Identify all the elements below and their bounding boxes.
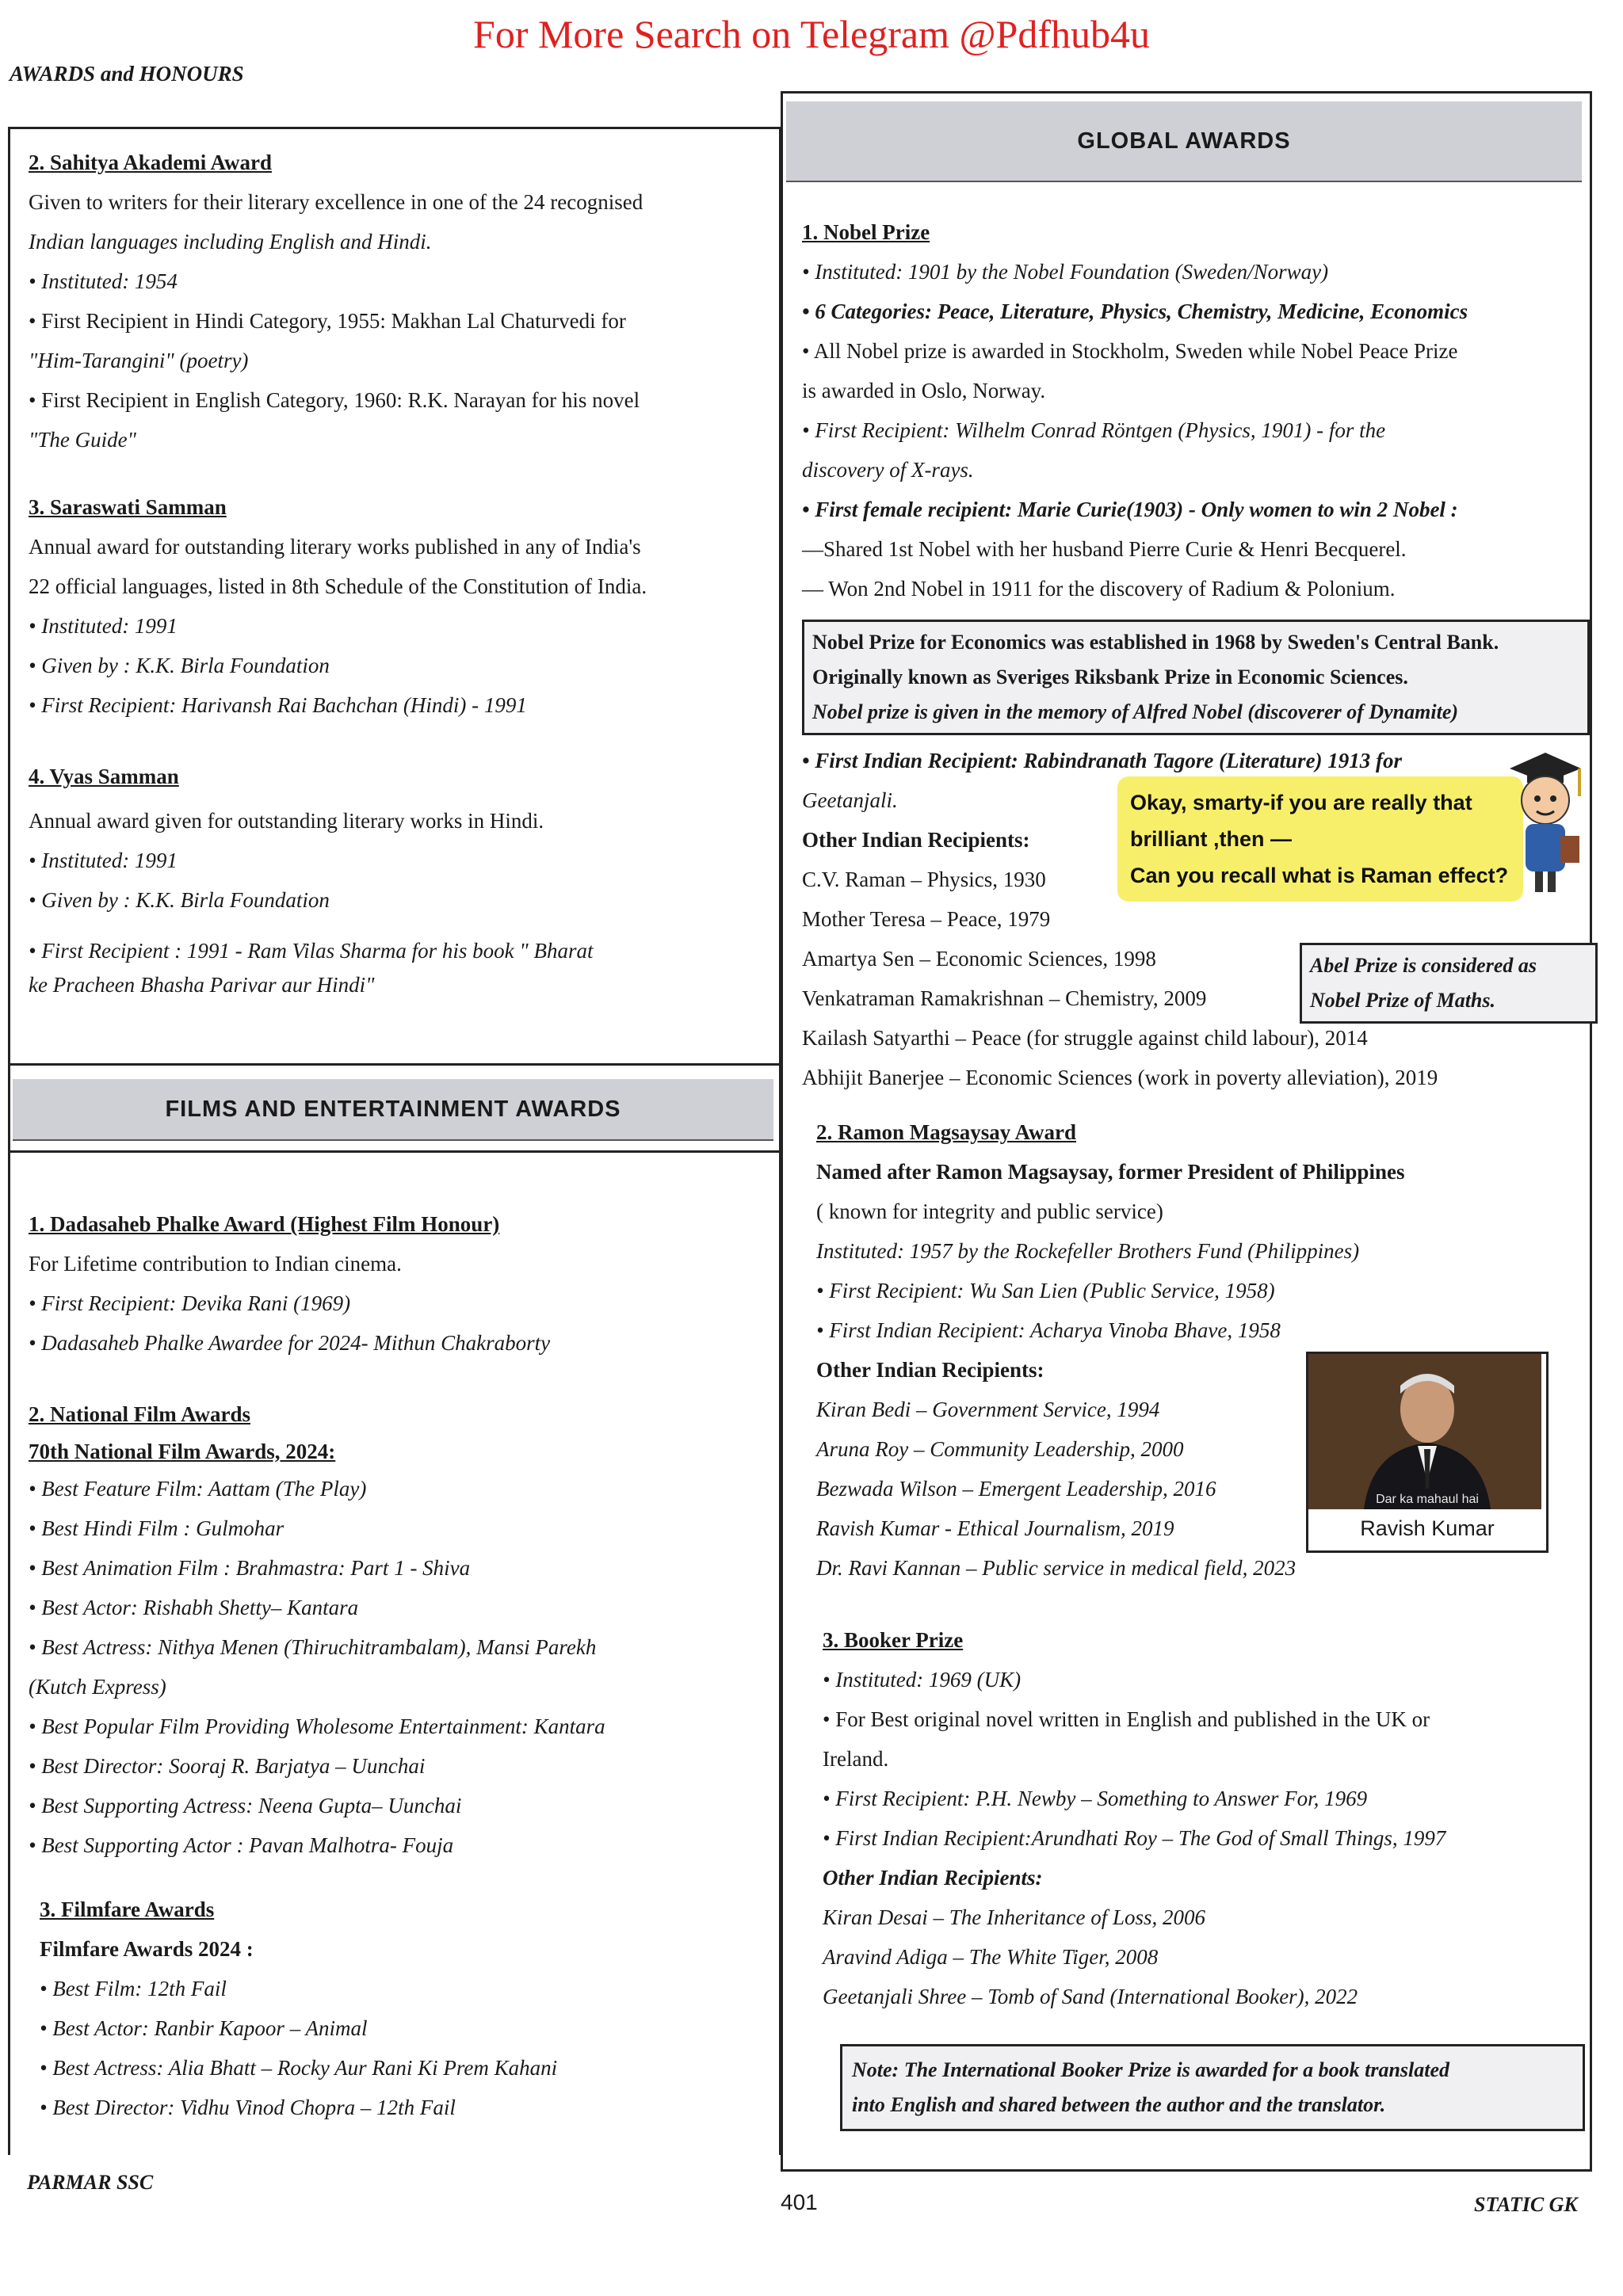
text-line: • First female recipient: Marie Curie(1903) - Only women to win 2 Nobel : (802, 498, 1458, 521)
text-line: Annual award given for outstanding literary works in Hindi. (29, 809, 544, 833)
text-line: • First Recipient: Wilhelm Conrad Röntgen (Physics, 1901) - for the (802, 418, 1386, 442)
section-title: 1. Nobel Prize (802, 220, 930, 244)
text-line: • Instituted: 1991 (29, 614, 178, 638)
text-line: ( known for integrity and public service) (816, 1199, 1163, 1223)
list-item: • Best Actress: Alia Bhatt – Rocky Aur Rani Ki Prem Kahani (40, 2056, 558, 2080)
text-line: Venkatraman Ramakrishnan – Chemistry, 2009 (802, 986, 1207, 1010)
text-line: 22 official languages, listed in 8th Schedule of the Constitution of India. (29, 574, 647, 598)
telegram-banner: For More Search on Telegram @Pdfhub4u (473, 12, 1150, 56)
text-line: —Shared 1st Nobel with her husband Pierre Curie & Henri Becquerel. (802, 537, 1407, 561)
text-line: • All Nobel prize is awarded in Stockholm, Sweden while Nobel Peace Prize (802, 339, 1458, 363)
text-line: Given to writers for their literary excellence in one of the 24 recognised (29, 190, 643, 214)
list-item: • Best Actor: Rishabh Shetty– Kantara (29, 1596, 359, 1619)
text-line: Geetanjali. (802, 788, 898, 812)
section-title: 4. Vyas Samman (29, 765, 179, 788)
text-line: • Instituted: 1991 (29, 849, 178, 872)
text-line: • First Indian Recipient: Rabindranath Tagore (Literature) 1913 for (802, 749, 1403, 772)
divider (8, 1150, 779, 1153)
text-line: Annual award for outstanding literary works published in any of India's (29, 535, 641, 559)
section-title: 2. Ramon Magsaysay Award (816, 1120, 1077, 1144)
text-line: is awarded in Oslo, Norway. (802, 379, 1046, 402)
list-item: • Best Actor: Ranbir Kapoor – Animal (40, 2016, 368, 2040)
text-line: Ravish Kumar - Ethical Journalism, 2019 (816, 1516, 1174, 1540)
ravish-kumar-photo (1306, 1352, 1549, 1553)
text-line: Other Indian Recipients: (816, 1358, 1044, 1382)
phalke-section (29, 1204, 766, 1363)
text-line: Aravind Adiga – The White Tiger, 2008 (823, 1945, 1159, 1969)
box-line: Nobel prize is given in the memory of Alfred Nobel (discoverer of Dynamite) (812, 700, 1459, 723)
text-line: Other Indian Recipients: (802, 828, 1030, 852)
list-item: • Best Actress: Nithya Menen (Thiruchitrambalam), Mansi Parekh (29, 1635, 597, 1659)
portrait-image (1308, 1354, 1541, 1509)
text-line: Abhijit Banerjee – Economic Sciences (work in poverty alleviation), 2019 (802, 1066, 1438, 1089)
national-section (29, 1394, 766, 1865)
text-line: ke Pracheen Bhasha Parivar aur Hindi" (29, 973, 375, 997)
text-line: Indian languages including English and Hindi. (29, 230, 432, 254)
text-line: • First Indian Recipient:Arundhati Roy – The God of Small Things, 1997 (823, 1826, 1446, 1850)
text-line: • Dadasaheb Phalke Awardee for 2024- Mithun Chakraborty (29, 1331, 551, 1355)
text-line: • First Recipient: P.H. Newby – Something to Answer For, 1969 (823, 1787, 1368, 1810)
box-line: into English and shared between the author and the translator. (852, 2093, 1386, 2116)
section-title: 2. Sahitya Akademi Award (29, 151, 273, 174)
list-item: • Best Supporting Actor : Pavan Malhotra- Fouja (29, 1833, 454, 1857)
text-line: Kiran Desai – The Inheritance of Loss, 2006 (823, 1905, 1205, 1929)
text-line: — Won 2nd Nobel in 1911 for the discovery of Radium & Polonium. (802, 577, 1396, 601)
callout-line: Okay, smarty-if you are really that (1130, 791, 1472, 814)
box-line: Note: The International Booker Prize is awarded for a book translated (852, 2058, 1450, 2081)
text-line: • First Recipient: Wu San Lien (Public Service, 1958) (816, 1279, 1275, 1302)
section-title: 2. National Film Awards (29, 1402, 251, 1426)
list-item: • Best Film: 12th Fail (40, 1977, 227, 2000)
list-item: • Best Feature Film: Aattam (The Play) (29, 1477, 367, 1501)
text-line: Ireland. (823, 1747, 889, 1771)
text-line: "Him-Tarangini" (poetry) (29, 349, 249, 372)
text-line: • Instituted: 1901 by the Nobel Foundation (Sweden/Norway) (802, 260, 1329, 284)
callout-line: brilliant ,then — (1130, 827, 1293, 851)
text-line: Dr. Ravi Kannan – Public service in medical field, 2023 (816, 1556, 1296, 1580)
abel-prize-box (1300, 943, 1598, 1024)
nobel-section (802, 212, 1579, 608)
text-line: • First Recipient in English Category, 1960: R.K. Narayan for his novel (29, 388, 640, 412)
saraswati-section (29, 487, 766, 725)
page-number: 401 (781, 2190, 818, 2214)
text-line: • First Recipient : 1991 - Ram Vilas Sharma for his book " Bharat (29, 939, 594, 963)
films-band: FILMS AND ENTERTAINMENT AWARDS (13, 1079, 773, 1141)
text-line: • Given by : K.K. Birla Foundation (29, 654, 330, 677)
text-line: For Lifetime contribution to Indian cinema. (29, 1252, 402, 1276)
text-line: • Given by : K.K. Birla Foundation (29, 888, 330, 912)
divider (8, 127, 779, 129)
text-line: Kiran Bedi – Government Service, 1994 (816, 1398, 1160, 1421)
box-line: Nobel Prize for Economics was established in 1968 by Sweden's Central Bank. (812, 631, 1499, 654)
box-line: Nobel Prize of Maths. (1310, 989, 1495, 1012)
footer-subject: STATIC GK (1474, 2193, 1578, 2216)
text-line: Kailash Satyarthi – Peace (for struggle against child labour), 2014 (802, 1026, 1368, 1050)
section-title: 3. Filmfare Awards (40, 1897, 215, 1921)
footer-brand: PARMAR SSC (27, 2171, 154, 2194)
filmfare-section (40, 1890, 761, 2127)
list-item: (Kutch Express) (29, 1675, 166, 1699)
list-item: • Best Popular Film Providing Wholesome Entertainment: Kantara (29, 1714, 605, 1738)
raman-effect-callout (1117, 776, 1523, 902)
list-item: • Best Hindi Film : Gulmohar (29, 1516, 285, 1540)
list-item: • Best Director: Vidhu Vinod Chopra – 12th Fail (40, 2096, 456, 2119)
global-band: GLOBAL AWARDS (786, 101, 1582, 182)
text-line: • First Indian Recipient: Acharya Vinoba Bhave, 1958 (816, 1318, 1281, 1342)
list-item: • Best Animation Film : Brahmastra: Part 1 - Shiva (29, 1556, 471, 1580)
section-subtitle: 70th National Film Awards, 2024: (29, 1440, 336, 1463)
text-line: Amartya Sen – Economic Sciences, 1998 (802, 947, 1156, 971)
text-line: Named after Ramon Magsaysay, former President of Philippines (816, 1160, 1405, 1184)
graduate-cartoon-icon (1502, 737, 1585, 895)
page-title: AWARDS and HONOURS (10, 62, 244, 86)
box-line: Abel Prize is considered as (1310, 954, 1537, 977)
box-line: Originally known as Sveriges Riksbank Prize in Economic Sciences. (812, 666, 1408, 688)
text-line: Geetanjali Shree – Tomb of Sand (International Booker), 2022 (823, 1985, 1358, 2008)
callout-line: Can you recall what is Raman effect? (1130, 864, 1509, 887)
vyas-section (29, 757, 766, 999)
photo-caption: Ravish Kumar (1360, 1516, 1495, 1540)
text-line: • First Recipient: Devika Rani (1969) (29, 1291, 351, 1315)
text-line: • First Recipient: Harivansh Rai Bachchan (Hindi) - 1991 (29, 693, 527, 717)
text-line: • Instituted: 1969 (UK) (823, 1668, 1022, 1691)
text-line: "The Guide" (29, 428, 136, 452)
nobel-economics-box (802, 620, 1590, 735)
text-line: C.V. Raman – Physics, 1930 (802, 868, 1046, 891)
text-line: Other Indian Recipients: (823, 1866, 1043, 1890)
photo-inner-text: Dar ka mahaul hai (1376, 1493, 1479, 1506)
text-line: Bezwada Wilson – Emergent Leadership, 2016 (816, 1477, 1216, 1501)
text-line: • Instituted: 1954 (29, 269, 178, 293)
text-line: Instituted: 1957 by the Rockefeller Brothers Fund (Philippines) (816, 1239, 1360, 1263)
text-line: • First Recipient in Hindi Category, 1955: Makhan Lal Chaturvedi for (29, 309, 626, 333)
text-line: • 6 Categories: Peace, Literature, Physics, Chemistry, Medicine, Economics (802, 299, 1468, 323)
section-title: 3. Saraswati Samman (29, 495, 227, 519)
text-line: Aruna Roy – Community Leadership, 2000 (816, 1437, 1184, 1461)
list-item: • Best Supporting Actress: Neena Gupta– Uunchai (29, 1794, 462, 1817)
text-line: Mother Teresa – Peace, 1979 (802, 907, 1051, 931)
list-item: • Best Director: Sooraj R. Barjatya – Uunchai (29, 1754, 426, 1778)
text-line: • For Best original novel written in English and published in the UK or (823, 1707, 1430, 1731)
section-title: 3. Booker Prize (823, 1628, 964, 1652)
section-title: 1. Dadasaheb Phalke Award (Highest Film Honour) (29, 1212, 500, 1236)
international-booker-note (840, 2044, 1585, 2131)
text-line: discovery of X-rays. (802, 458, 974, 482)
divider (8, 1063, 779, 1066)
booker-section (823, 1620, 1579, 2016)
sahitya-section (29, 143, 766, 460)
section-subtitle: Filmfare Awards 2024 : (40, 1937, 254, 1961)
